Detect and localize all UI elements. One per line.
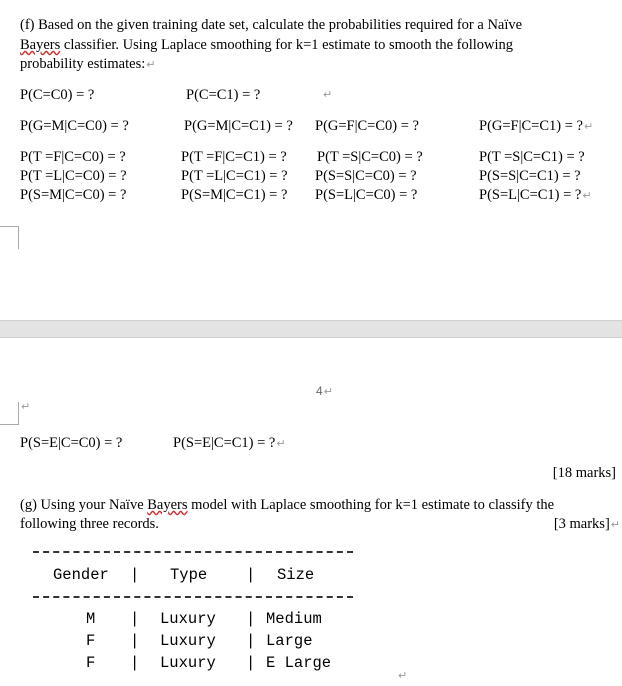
prob-s-s-c0: P(S=S|C=C0) = ? (315, 168, 417, 184)
prob-s-l-c1: P(S=L|C=C1) = ?↵ (479, 187, 592, 203)
table-cell-type: Luxury (160, 654, 216, 672)
prob-t-f-c0: P(T =F|C=C0) = ? (20, 149, 126, 165)
return-mark-icon: ↵ (398, 669, 408, 682)
page-corner-mark (0, 226, 19, 249)
return-mark-icon: ↵ (146, 58, 156, 71)
prob-t-f-c1: P(T =F|C=C1) = ? (181, 149, 287, 165)
table-cell-gender: M (86, 610, 96, 628)
prob-pc1: P(C=C1) = ? (186, 87, 261, 103)
section-f-line1: (f) Based on the given training date set, calculate the probabilities required for a Naïve (20, 17, 523, 33)
table-header-size: Size (277, 566, 315, 584)
table-header-sep: | (130, 566, 140, 584)
page-number: 4↵ (316, 384, 333, 398)
return-mark-icon: ↵ (323, 88, 333, 101)
table-header-type: Type (170, 566, 208, 584)
bayers-word: Bayers (147, 497, 188, 513)
prob-s-m-c0: P(S=M|C=C0) = ? (20, 187, 127, 203)
table-col-sep: | (130, 610, 140, 628)
section-f-line2: Bayers classifier. Using Laplace smoothing for k=1 estimate to smooth the following (20, 37, 514, 53)
table-col-sep: | (130, 632, 140, 650)
return-mark-icon: ↵ (323, 385, 333, 398)
section-f-line3: probability estimates:↵ (20, 56, 156, 72)
prob-g-m-c1: P(G=M|C=C1) = ? (184, 118, 293, 134)
prob-g-m-c0: P(G=M|C=C0) = ? (20, 118, 129, 134)
return-mark-icon: ↵ (21, 400, 31, 413)
marks-f: [18 marks] (552, 465, 616, 481)
table-col-sep: | (246, 632, 256, 650)
bayers-word: Bayers (20, 37, 61, 53)
prob-t-s-c1: P(T =S|C=C1) = ? (479, 149, 585, 165)
prob-t-s-c0: P(T =S|C=C0) = ? (317, 149, 423, 165)
page-corner-mark (0, 402, 19, 425)
prob-s-m-c1: P(S=M|C=C1) = ? (181, 187, 288, 203)
prob-t-l-c1: P(T =L|C=C1) = ? (181, 168, 288, 184)
table-cell-gender: F (86, 654, 96, 672)
prob-t-l-c0: P(T =L|C=C0) = ? (20, 168, 127, 184)
return-mark-icon: ↵ (276, 437, 286, 450)
return-mark-icon: ↵ (583, 120, 594, 133)
section-g-line2: following three records. (20, 516, 159, 532)
page-break-gap (0, 320, 622, 338)
marks-g: [3 marks]↵ (553, 516, 620, 532)
table-col-sep: | (130, 654, 140, 672)
table-header-gender: Gender (53, 566, 109, 584)
table-header-sep: | (246, 566, 256, 584)
prob-s-e-c0: P(S=E|C=C0) = ? (20, 435, 123, 451)
table-col-sep: | (246, 654, 256, 672)
table-cell-gender: F (86, 632, 96, 650)
prob-g-f-c1: P(G=F|C=C1) = ?↵ (479, 118, 594, 134)
table-cell-type: Luxury (160, 610, 216, 628)
prob-s-e-c1: P(S=E|C=C1) = ?↵ (173, 435, 286, 451)
return-mark-icon: ↵ (610, 518, 620, 531)
section-g-line1: (g) Using your Naïve Bayers model with Laplace smoothing for k=1 estimate to classify the (20, 497, 555, 513)
table-rule-header (33, 596, 353, 598)
table-cell-size: Medium (266, 610, 322, 628)
prob-g-f-c0: P(G=F|C=C0) = ? (315, 118, 419, 134)
table-cell-type: Luxury (160, 632, 216, 650)
prob-s-l-c0: P(S=L|C=C0) = ? (315, 187, 418, 203)
table-col-sep: | (246, 610, 256, 628)
prob-pc0: P(C=C0) = ? (20, 87, 95, 103)
table-cell-size: E Large (266, 654, 332, 672)
return-mark-icon: ↵ (582, 189, 592, 202)
table-cell-size: Large (266, 632, 313, 650)
prob-s-s-c1: P(S=S|C=C1) = ? (479, 168, 581, 184)
table-rule-top (33, 551, 353, 553)
